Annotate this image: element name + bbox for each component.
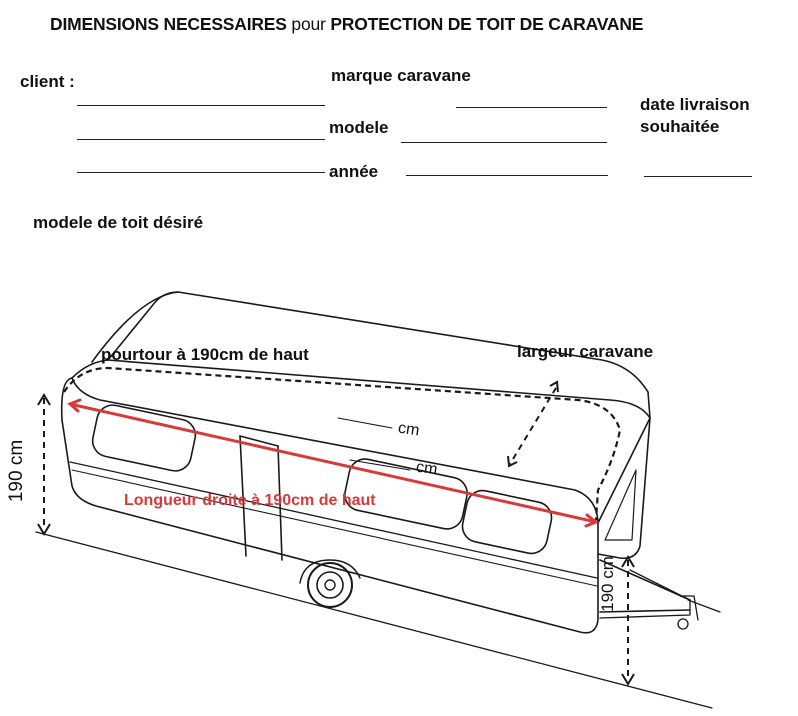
title-part-2: pour (286, 14, 331, 34)
height-label-right: 190 cm (597, 556, 617, 612)
delivery-label-line2: souhaitée (640, 117, 720, 136)
title-part-3: PROTECTION DE TOIT DE CARAVANE (330, 14, 644, 34)
title-part-1: DIMENSIONS NECESSAIRES (50, 14, 287, 34)
height-label-left: 190 cm (6, 439, 28, 503)
brand-label: marque caravane (331, 66, 471, 85)
year-label: année (329, 162, 379, 181)
perimeter-label: pourtour à 190cm de haut (101, 345, 309, 364)
delivery-label-line1: date livraison (640, 95, 750, 114)
model-label: modele (329, 118, 389, 137)
unit-cm-top: cm (396, 419, 421, 440)
client-label: client : (20, 72, 75, 91)
width-label: largeur caravane (517, 342, 654, 361)
roof-model-label: modele de toit désiré (33, 213, 204, 232)
length-label: Longueur droite à 190cm de haut (124, 492, 376, 509)
unit-cm-mid: cm (414, 458, 439, 479)
